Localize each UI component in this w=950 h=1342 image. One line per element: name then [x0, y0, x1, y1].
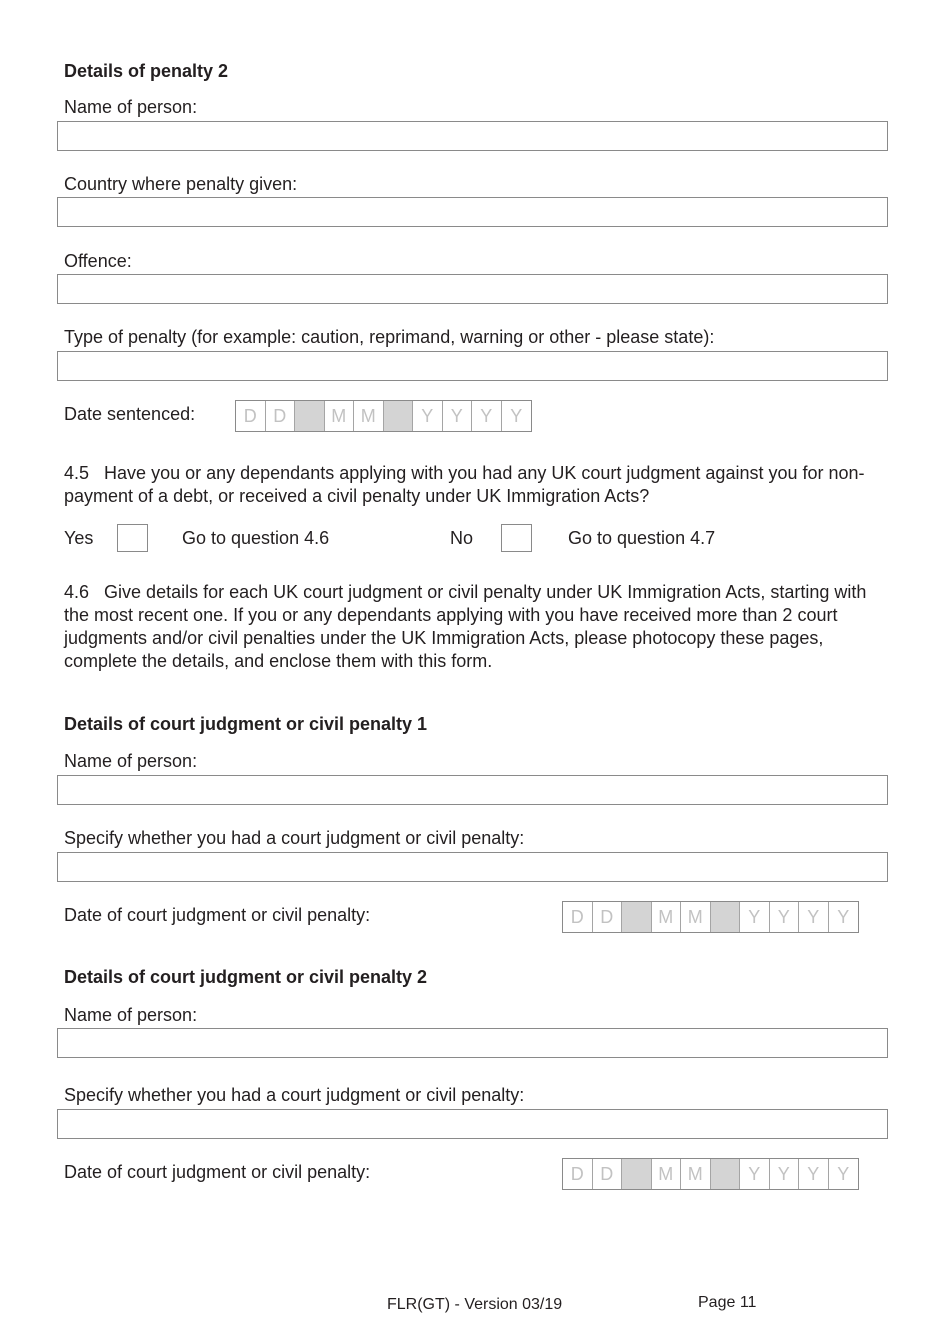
date-cell[interactable]: Y: [770, 1159, 800, 1189]
question-number: 4.5: [64, 463, 90, 483]
date-separator: [711, 902, 741, 932]
date-cell[interactable]: D: [266, 401, 296, 431]
date-separator: [711, 1159, 741, 1189]
date-cell[interactable]: M: [354, 401, 384, 431]
judgment1-specify-input[interactable]: [57, 852, 888, 882]
judgment2-name-input[interactable]: [57, 1028, 888, 1058]
date-cell[interactable]: D: [593, 1159, 623, 1189]
penalty2-country-label: Country where penalty given:: [64, 174, 298, 194]
date-cell[interactable]: Y: [799, 902, 829, 932]
date-separator: [622, 1159, 652, 1189]
question-4-5: [64, 462, 894, 508]
date-cell[interactable]: M: [681, 1159, 711, 1189]
judgment1-heading: Details of court judgment or civil penalty 1: [64, 714, 428, 734]
footer-form-version: FLR(GT) - Version 03/19: [387, 1296, 563, 1313]
penalty2-country-input[interactable]: [57, 197, 888, 227]
question-number: 4.6: [64, 582, 90, 602]
penalty2-offence-input[interactable]: [57, 274, 888, 304]
footer-page-number: Page 11: [698, 1294, 757, 1311]
judgment1-name-input[interactable]: [57, 775, 888, 805]
date-cell[interactable]: Y: [740, 902, 770, 932]
date-cell[interactable]: D: [563, 1159, 593, 1189]
penalty2-type-input[interactable]: [57, 351, 888, 381]
penalty2-name-label: Name of person:: [64, 97, 198, 117]
penalty2-type-label: Type of penalty (for example: caution, reprimand, warning or other - please state):: [64, 327, 715, 347]
date-cell[interactable]: Y: [443, 401, 473, 431]
date-cell[interactable]: M: [652, 1159, 682, 1189]
date-cell[interactable]: M: [652, 902, 682, 932]
yes-label: Yes: [64, 528, 94, 548]
judgment2-specify-input[interactable]: [57, 1109, 888, 1139]
penalty2-name-input[interactable]: [57, 121, 888, 151]
no-label: No: [450, 528, 474, 548]
date-separator: [622, 902, 652, 932]
question-text: Have you or any dependants applying with you had any UK court judgment against you for non-payment of a debt, or received a civil penalty under UK Immigration Acts?: [64, 463, 865, 506]
penalty2-date-label: Date sentenced:: [64, 404, 196, 424]
date-cell[interactable]: Y: [740, 1159, 770, 1189]
judgment1-name-label: Name of person:: [64, 751, 198, 771]
date-cell[interactable]: D: [236, 401, 266, 431]
yes-checkbox[interactable]: [117, 524, 148, 552]
date-cell[interactable]: Y: [837, 1164, 850, 1184]
date-cell[interactable]: Y: [413, 401, 443, 431]
date-separator: [384, 401, 414, 431]
date-cell[interactable]: Y: [770, 902, 800, 932]
judgment2-name-label: Name of person:: [64, 1005, 198, 1025]
judgment2-heading: Details of court judgment or civil penalty 2: [64, 967, 428, 987]
date-cell[interactable]: M: [325, 401, 355, 431]
date-cell[interactable]: D: [563, 902, 593, 932]
judgment2-date-input[interactable]: [562, 1158, 859, 1190]
date-cell[interactable]: D: [593, 902, 623, 932]
judgment2-date-label: Date of court judgment or civil penalty:: [64, 1162, 371, 1182]
judgment1-date-input[interactable]: [562, 901, 859, 933]
no-checkbox[interactable]: [501, 524, 532, 552]
date-cell[interactable]: Y: [799, 1159, 829, 1189]
penalty2-heading: Details of penalty 2: [64, 61, 229, 81]
date-cell[interactable]: Y: [472, 401, 502, 431]
no-goto-text: Go to question 4.7: [568, 528, 716, 548]
question-text: Give details for each UK court judgment or civil penalty under UK Immigration Acts, starting with the most recent one. If you or any dependants applying with you have received more than 2 court judgments and/or civil penalties under the UK Immigration Acts, please photocopy these pages, complete the details, and enclose them with this form.: [64, 582, 867, 671]
date-cell[interactable]: Y: [510, 406, 523, 426]
penalty2-date-input[interactable]: [235, 400, 532, 432]
date-separator: [295, 401, 325, 431]
judgment1-date-label: Date of court judgment or civil penalty:: [64, 905, 371, 925]
date-cell[interactable]: Y: [837, 907, 850, 927]
date-cell[interactable]: M: [681, 902, 711, 932]
judgment1-specify-label: Specify whether you had a court judgment or civil penalty:: [64, 828, 525, 848]
penalty2-offence-label: Offence:: [64, 251, 132, 271]
question-4-6: [64, 581, 894, 673]
yes-goto-text: Go to question 4.6: [182, 528, 330, 548]
judgment2-specify-label: Specify whether you had a court judgment or civil penalty:: [64, 1085, 525, 1105]
